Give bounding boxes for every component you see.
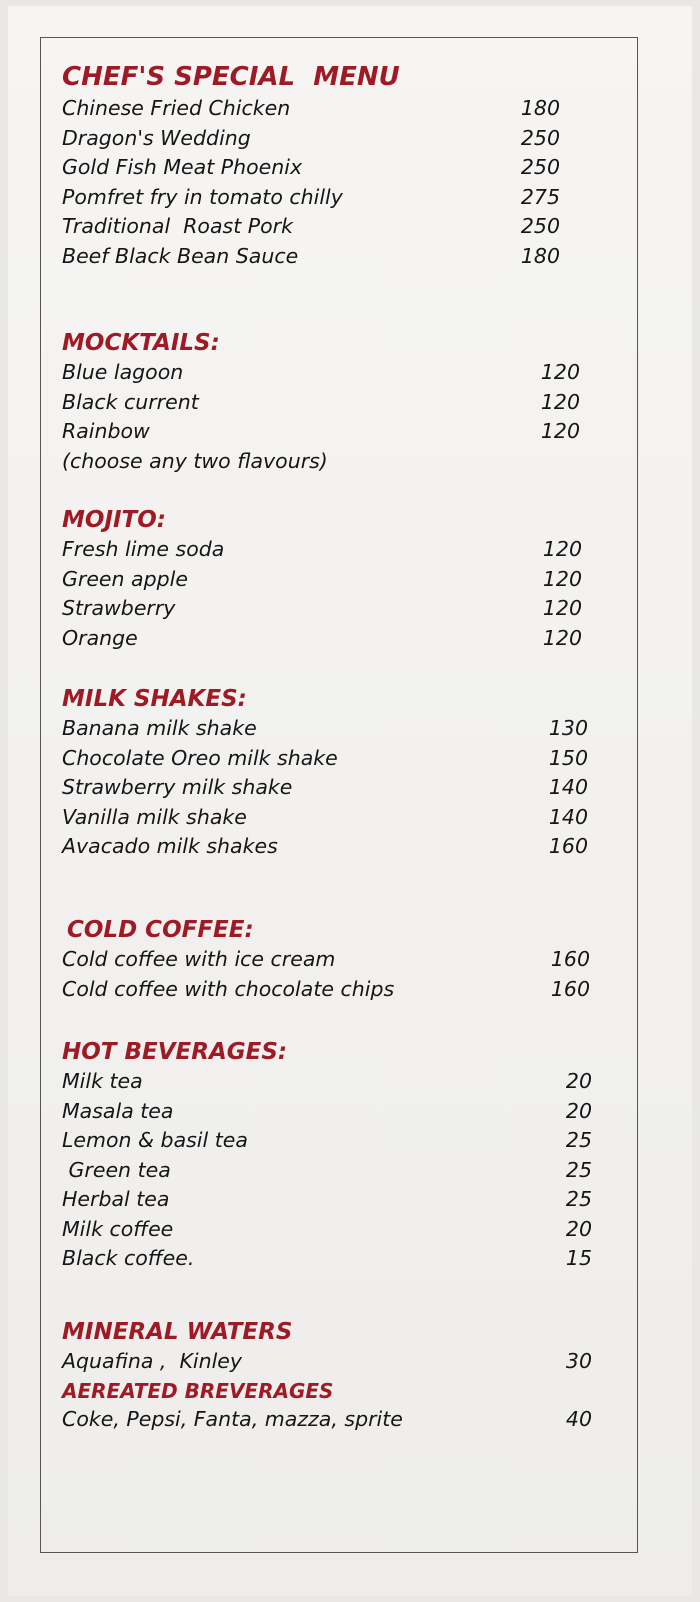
section-title: MOCKTAILS: [62, 330, 220, 356]
menu-item [62, 744, 588, 774]
menu-item [62, 1405, 592, 1435]
item-name: Avacado milk shakes [62, 834, 278, 858]
item-price: 180 [520, 96, 560, 120]
item-price: 40 [565, 1406, 592, 1431]
item-price: 250 [520, 214, 560, 238]
menu-item [62, 945, 590, 975]
menu-item [62, 565, 582, 595]
menu-item [62, 803, 588, 833]
item-price: 150 [548, 745, 588, 770]
menu-item [62, 1215, 592, 1245]
item-price: 130 [548, 716, 588, 740]
item-price: 120 [542, 596, 582, 620]
item-name: Aquafina , Kinley [62, 1349, 243, 1373]
item-price: 140 [548, 804, 588, 829]
section-mojito [62, 505, 582, 653]
item-price: 20 [565, 1098, 592, 1123]
item-name: Coke, Pepsi, Fanta, mazza, sprite [62, 1406, 403, 1431]
item-price: 25 [565, 1128, 592, 1152]
item-price: 250 [520, 155, 560, 179]
menu-item [62, 94, 560, 124]
item-name: Pomfret fry in tomato chilly [62, 184, 343, 209]
item-price: 15 [565, 1246, 592, 1270]
item-name: Beef Black Bean Sauce [62, 243, 299, 268]
item-name: Banana milk shake [62, 716, 257, 740]
section-title: HOT BEVERAGES: [62, 1039, 288, 1065]
item-name: Milk tea [62, 1069, 143, 1093]
item-name: Chocolate Oreo milk shake [62, 745, 338, 770]
item-price: 250 [520, 125, 560, 150]
item-name: Traditional Roast Pork [62, 214, 293, 238]
section-milk-shakes [62, 684, 588, 862]
item-name: Green apple [62, 566, 188, 591]
menu-item [62, 1067, 592, 1097]
item-price: 120 [540, 360, 580, 384]
section-cold-coffee [62, 915, 590, 1004]
subsection-title: AEREATED BREVERAGES [62, 1378, 334, 1403]
menu-item [62, 153, 560, 183]
section-hot-beverages [62, 1037, 592, 1274]
item-name: Black coffee. [62, 1246, 195, 1270]
item-name: Rainbow [62, 419, 150, 443]
item-price: 160 [550, 947, 590, 971]
menu-item [62, 1347, 592, 1377]
menu-item [62, 1156, 592, 1186]
item-price: 25 [565, 1187, 592, 1211]
menu-item [62, 1185, 592, 1215]
item-name: Green tea [62, 1157, 171, 1182]
menu-item [62, 594, 582, 624]
menu-item [62, 358, 580, 388]
item-name: Cold coffee with ice cream [62, 947, 336, 971]
section-title: MOJITO: [62, 507, 166, 533]
item-price: 160 [548, 834, 588, 858]
menu-item [62, 975, 590, 1005]
item-name: Dragon's Wedding [62, 125, 251, 150]
menu-item [62, 388, 580, 418]
item-price: 20 [565, 1216, 592, 1241]
menu-item [62, 773, 588, 803]
item-price: 20 [565, 1069, 592, 1093]
item-name: Milk coffee [62, 1216, 174, 1241]
menu-item [62, 624, 582, 654]
item-name: Vanilla milk shake [62, 804, 247, 829]
item-name: Chinese Fried Chicken [62, 96, 291, 120]
menu-item-note [62, 447, 580, 477]
item-name: Blue lagoon [62, 360, 184, 384]
item-name: Lemon & basil tea [62, 1128, 248, 1152]
item-name: Strawberry [62, 596, 176, 620]
item-price: 30 [565, 1349, 592, 1373]
menu-item [62, 714, 588, 744]
item-price: 120 [540, 389, 580, 414]
item-price: 120 [542, 625, 582, 650]
item-name: Strawberry milk shake [62, 775, 293, 799]
item-price: 120 [542, 566, 582, 591]
item-price: 180 [520, 243, 560, 268]
menu-item [62, 1244, 592, 1274]
menu-item [62, 535, 582, 565]
item-name: Herbal tea [62, 1187, 170, 1211]
item-name: Masala tea [62, 1098, 174, 1123]
item-price: 120 [540, 419, 580, 443]
item-price: 160 [550, 976, 590, 1001]
item-name: Orange [62, 625, 138, 650]
item-price: 275 [520, 184, 560, 209]
section-title: MINERAL WATERS [62, 1319, 293, 1345]
section-title: MILK SHAKES: [62, 686, 247, 712]
section-chefs-special [62, 60, 560, 271]
item-price: 120 [542, 537, 582, 561]
item-name: (choose any two flavours) [62, 448, 328, 473]
menu-item [62, 832, 588, 862]
item-name: Black current [62, 389, 199, 414]
menu-item [62, 124, 560, 154]
menu-item [62, 417, 580, 447]
section-title: COLD COFFEE: [67, 917, 254, 943]
item-price: 140 [548, 775, 588, 799]
section-mineral-waters [62, 1317, 592, 1434]
section-title: CHEF'S SPECIAL MENU [62, 62, 400, 92]
item-price: 25 [565, 1157, 592, 1182]
menu-item [62, 242, 560, 272]
item-name: Fresh lime soda [62, 537, 225, 561]
item-name: Gold Fish Meat Phoenix [62, 155, 303, 179]
menu-item [62, 183, 560, 213]
menu-item [62, 1097, 592, 1127]
item-name: Cold coffee with chocolate chips [62, 976, 395, 1001]
menu-item [62, 1126, 592, 1156]
menu-item [62, 212, 560, 242]
section-mocktails [62, 328, 580, 476]
